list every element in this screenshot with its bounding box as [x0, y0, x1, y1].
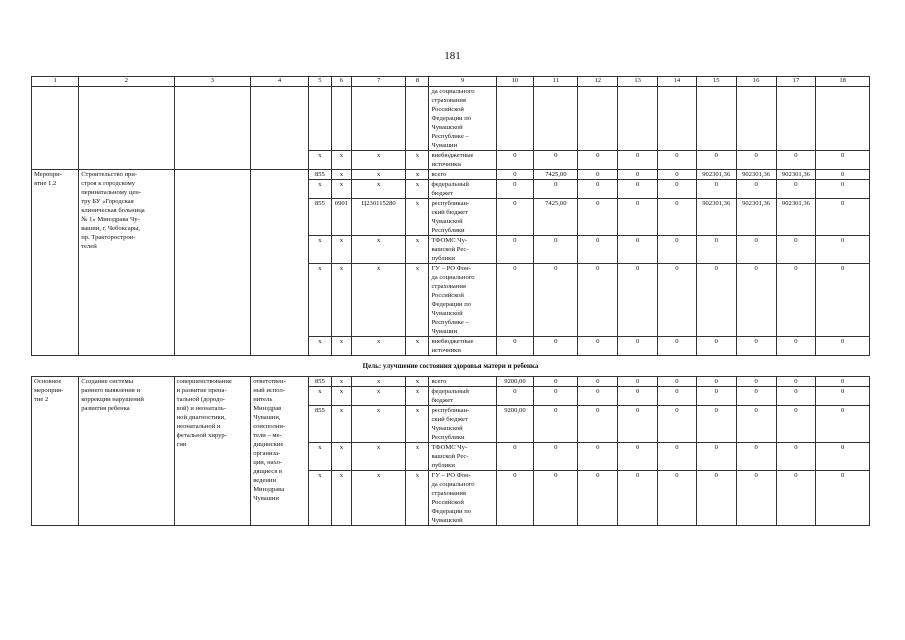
- value-cell: 0: [776, 151, 816, 170]
- goal-row: [32, 356, 870, 377]
- header-cell: 8: [406, 77, 429, 87]
- value-cell: 0: [696, 264, 736, 337]
- value-cell: 0: [618, 443, 658, 471]
- value-cell: 0: [496, 471, 534, 526]
- value-cell: 0: [696, 387, 736, 406]
- value-cell: 0: [816, 471, 870, 526]
- code-cell: х: [351, 264, 406, 337]
- value-cell: 0: [496, 199, 534, 236]
- value-cell: 0: [618, 170, 658, 180]
- code-cell: х: [331, 443, 351, 471]
- value-cell: [658, 87, 697, 151]
- value-cell: 0: [696, 236, 736, 264]
- table-row: [32, 87, 870, 151]
- header-cell: 1: [32, 77, 79, 87]
- value-cell: 7425,00: [534, 170, 578, 180]
- code-cell: х: [331, 170, 351, 180]
- code-cell: х: [331, 377, 351, 387]
- code-cell: х: [308, 264, 331, 337]
- value-cell: 0: [618, 377, 658, 387]
- value-cell: 0: [816, 337, 870, 356]
- header-cell: 16: [736, 77, 776, 87]
- empty-cell: [32, 87, 79, 170]
- funding-source-cell: внебюджетные источники: [429, 337, 496, 356]
- header-cell: 10: [496, 77, 534, 87]
- funding-source-cell: да социального страхования Российской Федерации по Чувашской Республике – Чувашии: [429, 87, 496, 151]
- measure-description: Строительство при- строя к городскому перинатальному цен- тру БУ «Городская клиническая больница № 1» Минздрава Чу- вашии, г. Чебоксары, пр. Тракторострои- телей: [79, 170, 174, 356]
- code-cell: х: [351, 443, 406, 471]
- value-cell: 0: [696, 151, 736, 170]
- value-cell: 0: [534, 443, 578, 471]
- value-cell: 0: [658, 337, 697, 356]
- value-cell: 0: [534, 180, 578, 199]
- value-cell: 0: [496, 264, 534, 337]
- value-cell: 0: [658, 377, 697, 387]
- value-cell: 0: [816, 387, 870, 406]
- main-measure-name: Основное мероприя- тие 2: [32, 377, 79, 526]
- code-cell: [308, 87, 331, 151]
- value-cell: 0: [534, 387, 578, 406]
- value-cell: 0: [736, 264, 776, 337]
- code-cell: х: [351, 180, 406, 199]
- code-cell: х: [351, 387, 406, 406]
- value-cell: 0: [618, 387, 658, 406]
- value-cell: 9200,00: [496, 406, 534, 443]
- value-cell: 0: [534, 236, 578, 264]
- value-cell: 0: [578, 199, 618, 236]
- value-cell: 0: [578, 337, 618, 356]
- header-cell: 15: [696, 77, 736, 87]
- measure-name: Меропри- ятие 1.2: [32, 170, 79, 356]
- empty-cell: [251, 87, 309, 170]
- code-cell: х: [406, 471, 429, 526]
- code-cell: х: [406, 264, 429, 337]
- value-cell: 0: [618, 471, 658, 526]
- value-cell: 0: [816, 170, 870, 180]
- table-body: [32, 77, 870, 526]
- value-cell: 0: [776, 471, 816, 526]
- code-cell: х: [406, 387, 429, 406]
- value-cell: 0: [736, 236, 776, 264]
- table-row: [32, 377, 870, 387]
- value-cell: 0: [696, 406, 736, 443]
- header-cell: 6: [331, 77, 351, 87]
- code-cell: х: [351, 471, 406, 526]
- value-cell: [816, 87, 870, 151]
- value-cell: 0: [618, 406, 658, 443]
- empty-cell: [174, 87, 251, 170]
- value-cell: 0: [736, 443, 776, 471]
- task-cell: совершенствование и развитие прена- тальной (дородо- вой) и неонаталь- ной диагностики, неонатальной и фетальной хирур- гии: [174, 377, 251, 526]
- value-cell: [618, 87, 658, 151]
- funding-source-cell: республикан- ский бюджет Чувашской Республики: [429, 406, 496, 443]
- value-cell: 0: [816, 199, 870, 236]
- value-cell: 0: [736, 151, 776, 170]
- funding-source-cell: ТФОМС Чу- вашской Рес- публики: [429, 443, 496, 471]
- value-cell: [696, 87, 736, 151]
- value-cell: 0: [496, 180, 534, 199]
- value-cell: 0: [658, 151, 697, 170]
- value-cell: 0: [578, 443, 618, 471]
- code-cell: х: [406, 337, 429, 356]
- value-cell: 0: [618, 151, 658, 170]
- code-cell: х: [351, 170, 406, 180]
- value-cell: 0: [776, 264, 816, 337]
- header-cell: 18: [816, 77, 870, 87]
- value-cell: 0: [696, 443, 736, 471]
- table-row: [32, 170, 870, 180]
- value-cell: 0: [658, 199, 697, 236]
- value-cell: 0: [618, 337, 658, 356]
- code-cell: х: [308, 443, 331, 471]
- value-cell: 0: [816, 264, 870, 337]
- funding-source-cell: всего: [429, 377, 496, 387]
- value-cell: 0: [736, 337, 776, 356]
- code-cell: [331, 87, 351, 151]
- code-cell: х: [331, 471, 351, 526]
- value-cell: 902301,36: [736, 170, 776, 180]
- value-cell: 0: [496, 387, 534, 406]
- value-cell: 0: [776, 443, 816, 471]
- value-cell: 0: [736, 180, 776, 199]
- code-cell: х: [406, 236, 429, 264]
- funding-source-cell: федеральный бюджет: [429, 180, 496, 199]
- value-cell: 902301,36: [696, 199, 736, 236]
- code-cell: х: [331, 264, 351, 337]
- header-cell: 7: [351, 77, 406, 87]
- value-cell: 902301,36: [776, 170, 816, 180]
- header-row: [32, 77, 870, 87]
- value-cell: 0: [658, 471, 697, 526]
- value-cell: 0: [618, 199, 658, 236]
- value-cell: 0: [696, 377, 736, 387]
- value-cell: 0: [658, 170, 697, 180]
- value-cell: 0: [658, 264, 697, 337]
- code-cell: х: [351, 151, 406, 170]
- code-cell: х: [308, 236, 331, 264]
- funding-source-cell: всего: [429, 170, 496, 180]
- value-cell: 0: [534, 151, 578, 170]
- code-cell: х: [406, 180, 429, 199]
- value-cell: 0: [658, 387, 697, 406]
- value-cell: 0: [736, 387, 776, 406]
- main-measure-description: Создание системы раннего выявления и коррекции нарушений развития ребенка: [79, 377, 174, 526]
- value-cell: [776, 87, 816, 151]
- funding-source-cell: федеральный бюджет: [429, 387, 496, 406]
- code-cell: х: [308, 180, 331, 199]
- code-cell: х: [406, 443, 429, 471]
- header-cell: 11: [534, 77, 578, 87]
- value-cell: 0: [696, 337, 736, 356]
- value-cell: 0: [776, 337, 816, 356]
- code-cell: х: [351, 337, 406, 356]
- code-cell: 855: [308, 406, 331, 443]
- header-cell: 2: [79, 77, 174, 87]
- funding-source-cell: ТФОМС Чу- вашской Рес- публики: [429, 236, 496, 264]
- header-cell: 3: [174, 77, 251, 87]
- code-cell: х: [331, 337, 351, 356]
- code-cell: х: [406, 377, 429, 387]
- code-cell: [351, 87, 406, 151]
- code-cell: х: [351, 406, 406, 443]
- value-cell: 0: [736, 377, 776, 387]
- code-cell: 855: [308, 199, 331, 236]
- code-cell: х: [308, 151, 331, 170]
- value-cell: [578, 87, 618, 151]
- code-cell: х: [331, 406, 351, 443]
- value-cell: 0: [816, 180, 870, 199]
- value-cell: 0: [736, 406, 776, 443]
- code-cell: х: [406, 406, 429, 443]
- value-cell: 0: [696, 180, 736, 199]
- value-cell: 0: [816, 377, 870, 387]
- value-cell: 0: [578, 264, 618, 337]
- value-cell: 0: [578, 406, 618, 443]
- value-cell: 0: [578, 170, 618, 180]
- value-cell: 0: [816, 151, 870, 170]
- goal-heading: Цель: улучшение состояния здоровья матери и ребенка: [32, 356, 870, 377]
- value-cell: 0: [578, 387, 618, 406]
- value-cell: 902301,36: [696, 170, 736, 180]
- value-cell: 0: [496, 170, 534, 180]
- header-cell: 4: [251, 77, 309, 87]
- value-cell: 0: [534, 406, 578, 443]
- code-cell: х: [331, 151, 351, 170]
- executor-cell: [251, 170, 309, 356]
- value-cell: 0: [776, 377, 816, 387]
- value-cell: 0: [534, 264, 578, 337]
- value-cell: 0: [816, 406, 870, 443]
- value-cell: [534, 87, 578, 151]
- executor-cell: ответствен- ный испол- нитель Минздрав Чувашии, соисполни- тели – ме- дицинские организа- ции, нахо- дящиеся в ведении Минздрава Чувашии: [251, 377, 309, 526]
- value-cell: 0: [496, 236, 534, 264]
- code-cell: х: [331, 387, 351, 406]
- header-cell: 9: [429, 77, 496, 87]
- code-cell: х: [331, 180, 351, 199]
- page-number: 181: [444, 50, 461, 62]
- value-cell: 0: [816, 236, 870, 264]
- value-cell: 0: [658, 236, 697, 264]
- value-cell: 0: [618, 236, 658, 264]
- funding-source-cell: внебюджетные источники: [429, 151, 496, 170]
- value-cell: 0: [816, 443, 870, 471]
- value-cell: 0: [776, 236, 816, 264]
- code-cell: х: [308, 337, 331, 356]
- header-cell: 13: [618, 77, 658, 87]
- value-cell: 0: [534, 377, 578, 387]
- header-cell: 5: [308, 77, 331, 87]
- code-cell: 0901: [331, 199, 351, 236]
- value-cell: 0: [736, 471, 776, 526]
- code-cell: Ц230115280: [351, 199, 406, 236]
- header-cell: 17: [776, 77, 816, 87]
- value-cell: 0: [496, 151, 534, 170]
- code-cell: х: [406, 170, 429, 180]
- budget-table: [31, 76, 870, 526]
- header-cell: 14: [658, 77, 697, 87]
- value-cell: 0: [496, 443, 534, 471]
- value-cell: 0: [696, 471, 736, 526]
- value-cell: 7425,00: [534, 199, 578, 236]
- code-cell: [406, 87, 429, 151]
- code-cell: х: [406, 151, 429, 170]
- value-cell: 0: [776, 180, 816, 199]
- value-cell: 0: [618, 264, 658, 337]
- value-cell: 0: [496, 337, 534, 356]
- code-cell: х: [351, 377, 406, 387]
- code-cell: 855: [308, 377, 331, 387]
- value-cell: 0: [578, 180, 618, 199]
- value-cell: 902301,36: [776, 199, 816, 236]
- value-cell: 0: [578, 377, 618, 387]
- code-cell: х: [406, 199, 429, 236]
- code-cell: х: [351, 236, 406, 264]
- code-cell: х: [331, 236, 351, 264]
- value-cell: 0: [578, 236, 618, 264]
- value-cell: 0: [534, 337, 578, 356]
- value-cell: [496, 87, 534, 151]
- value-cell: 0: [658, 406, 697, 443]
- value-cell: 9200,00: [496, 377, 534, 387]
- value-cell: 0: [776, 406, 816, 443]
- value-cell: 0: [618, 180, 658, 199]
- value-cell: 0: [776, 387, 816, 406]
- funding-source-cell: ГУ – РО Фон- да социального страхования Российской Федерации по Чувашской: [429, 471, 496, 526]
- code-cell: х: [308, 387, 331, 406]
- code-cell: 855: [308, 170, 331, 180]
- value-cell: 0: [578, 151, 618, 170]
- funding-source-cell: республикан- ский бюджет Чувашской Республики: [429, 199, 496, 236]
- funding-source-cell: ГУ – РО Фон- да социального страхования Российской Федерации по Чувашской Республике – Чувашии: [429, 264, 496, 337]
- header-cell: 12: [578, 77, 618, 87]
- value-cell: [736, 87, 776, 151]
- empty-cell: [79, 87, 174, 170]
- value-cell: 0: [658, 443, 697, 471]
- value-cell: 0: [534, 471, 578, 526]
- value-cell: 0: [578, 471, 618, 526]
- value-cell: 0: [658, 180, 697, 199]
- task-cell: [174, 170, 251, 356]
- code-cell: х: [308, 471, 331, 526]
- value-cell: 902301,36: [736, 199, 776, 236]
